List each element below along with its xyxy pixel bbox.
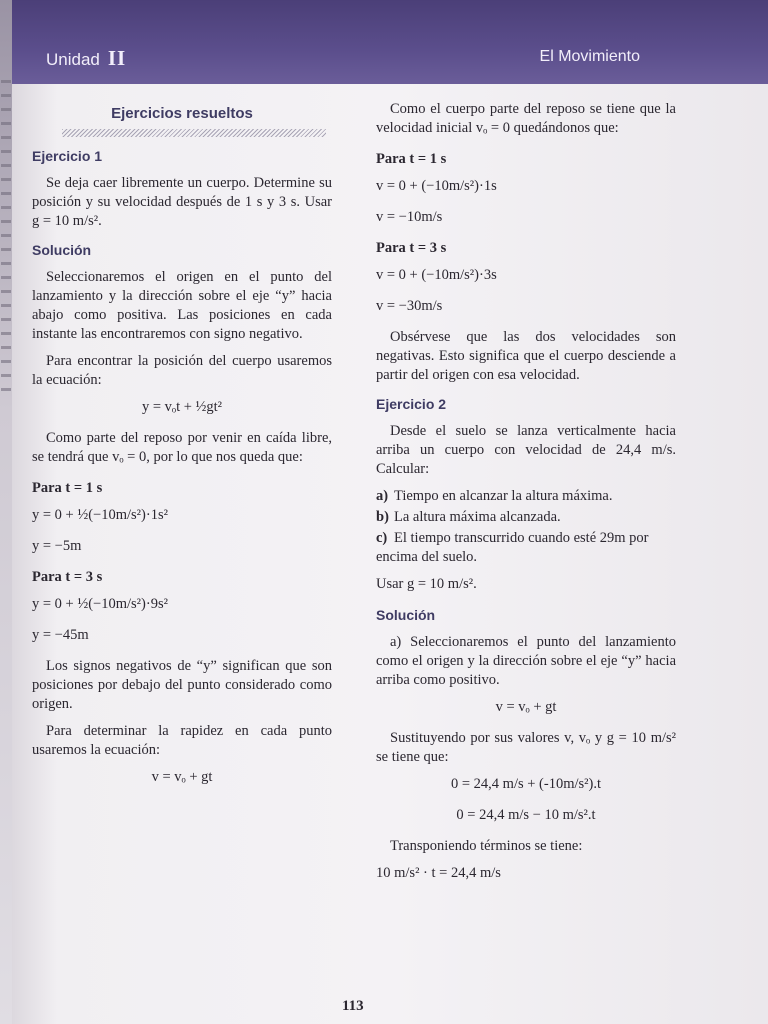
exercise1-title: Ejercicio 1: [32, 148, 103, 164]
page-header: [12, 0, 768, 84]
list-item: [376, 529, 676, 567]
solution2-title: Solución: [376, 607, 436, 623]
case2-label: Para t = 3 s: [32, 569, 103, 585]
list-item-text: Tiempo en alcanzar la altura máxima.: [394, 488, 613, 504]
list-item-letter: c): [376, 530, 388, 546]
solution1-paragraph-5: Para determinar la rapidez en cada punto usaremos la ecuación:: [32, 723, 332, 758]
position-equation: y = vₒt + ½gt²: [141, 399, 223, 415]
solution2-paragraph-c: Transponiendo términos se tiene:: [390, 838, 583, 854]
solution1-paragraph-4: Los signos negativos de “y” significan que son posiciones por debajo del punto considerado como origen.: [32, 658, 332, 712]
velocity-equation: v = vₒ + gt: [151, 769, 213, 785]
case1-label: Para t = 1 s: [32, 480, 103, 496]
use-g-note: Usar g = 10 m/s².: [376, 576, 477, 592]
right-case2-result: v = −30m/s: [376, 298, 443, 314]
unit-text: Unidad: [46, 50, 100, 69]
left-column: [32, 100, 332, 799]
solution2-equation-2: 0 = 24,4 m/s + (-10m/s²).t: [451, 776, 601, 792]
list-item-letter: a): [376, 488, 389, 504]
exercise2-title: Ejercicio 2: [376, 396, 447, 412]
list-item: [376, 508, 676, 527]
right-case1-label: Para t = 1 s: [376, 151, 447, 167]
list-item-text: El tiempo transcurrido cuando esté 29m por encima del suelo.: [376, 530, 649, 565]
list-item-text: La altura máxima alcanzada.: [394, 509, 561, 525]
decorative-divider: [62, 129, 326, 137]
solution2-paragraph-a: a) Seleccionaremos el punto del lanzamiento como el origen y la dirección sobre el eje “y” hacia arriba como positivo.: [376, 634, 676, 688]
solution2-paragraph-b: Sustituyendo por sus valores v, vₒ y g = 10 m/s² se tiene que:: [376, 730, 676, 765]
right-case1-result: v = −10m/s: [376, 209, 443, 225]
solution2-equation-4: 10 m/s² · t = 24,4 m/s: [376, 865, 501, 881]
case1-equation: y = 0 + ½(−10m/s²)·1s²: [32, 507, 168, 523]
book-page: [12, 0, 768, 1024]
page-number: 113: [342, 998, 364, 1014]
right-paragraph-2: Obsérvese que las dos velocidades son negativas. Esto significa que el cuerpo desciende a partir del origen con esa velocidad.: [376, 329, 676, 383]
solution2-equation-1: v = vₒ + gt: [495, 699, 557, 715]
solution2-equation-3: 0 = 24,4 m/s − 10 m/s².t: [456, 807, 596, 823]
solution1-paragraph-2: Para encontrar la posición del cuerpo usaremos la ecuación:: [32, 353, 332, 388]
exercise2-list: [376, 487, 676, 567]
case1-result: y = −5m: [32, 538, 82, 554]
case2-result: y = −45m: [32, 627, 89, 643]
adjacent-page-edge: [1, 80, 11, 400]
solution1-paragraph-1: Seleccionaremos el origen en el punto del lanzamiento y la dirección sobre el eje “y” hacia abajo como positiva. Las posiciones en cada instante las encontraremos con signo negativo.: [32, 269, 332, 342]
unit-number: II: [107, 46, 127, 70]
solution1-title: Solución: [32, 242, 92, 258]
exercise1-statement: Se deja caer libremente un cuerpo. Determine su posición y su velocidad después de 1 s y 3 s. Usar g = 10 m/s².: [32, 175, 332, 229]
unit-label: [46, 46, 126, 71]
right-paragraph-1: Como el cuerpo parte del reposo se tiene que la velocidad inicial vₒ = 0 quedándonos que:: [376, 101, 676, 136]
right-column: [376, 100, 676, 895]
section-title: Ejercicios resueltos: [111, 105, 253, 122]
case2-equation: y = 0 + ½(−10m/s²)·9s²: [32, 596, 168, 612]
solution1-paragraph-3: Como parte del reposo por venir en caída libre, se tendrá que vₒ = 0, por lo que nos queda que:: [32, 430, 332, 465]
exercise2-statement: Desde el suelo se lanza verticalmente hacia arriba un cuerpo con velocidad de 24,4 m/s. Calcular:: [376, 423, 676, 477]
right-case1-equation: v = 0 + (−10m/s²)·1s: [376, 178, 497, 194]
right-case2-label: Para t = 3 s: [376, 240, 447, 256]
right-case2-equation: v = 0 + (−10m/s²)·3s: [376, 267, 497, 283]
list-item-letter: b): [376, 509, 389, 525]
list-item: [376, 487, 676, 506]
chapter-title: El Movimiento: [539, 48, 640, 65]
